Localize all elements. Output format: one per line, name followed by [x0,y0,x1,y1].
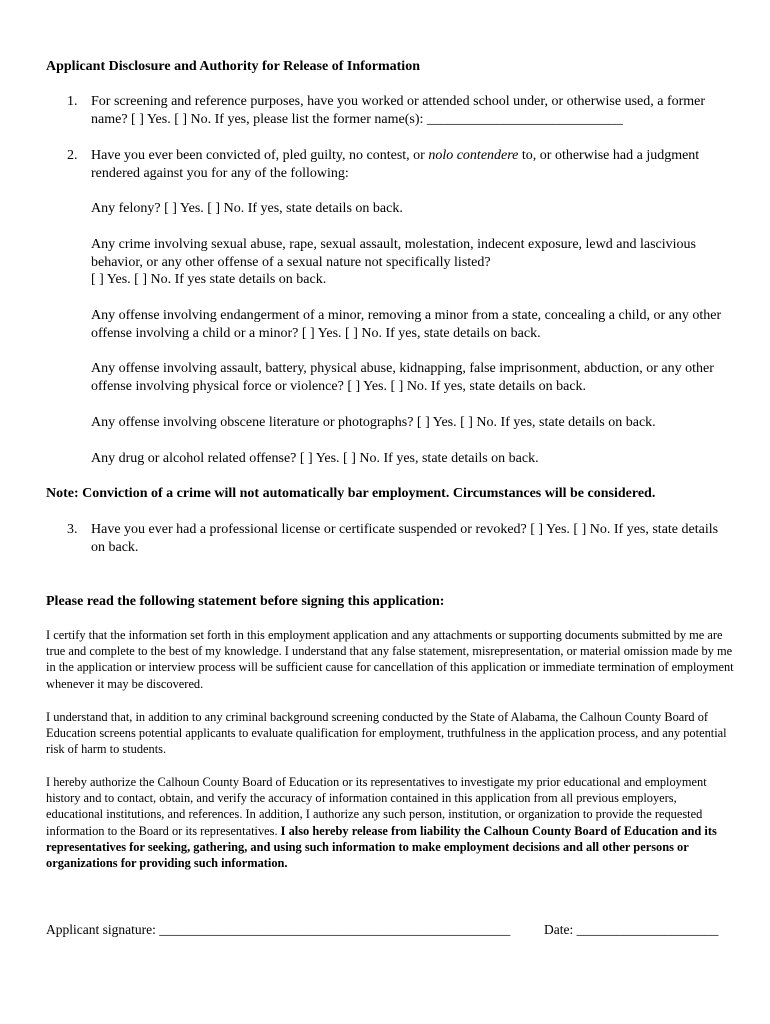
authorization-text: I hereby authorize the Calhoun County Board of Education or its representatives to investigate my prior educational and employment history and to contact, obtain, and verify the accuracy of information contained in this application from all previous employers, educational institutions, and references. In addition, I authorize any such person, institution, or organization to provide the requested information to the Board or its representatives. [46,775,707,838]
applicant-signature-field[interactable]: Applicant signature: ____________________________________________________ [46,922,511,937]
question-3 [67,521,727,557]
question-2-number: 2. [67,148,78,163]
question-2 [67,147,727,183]
sub-item-sexual-offense-answer: [ ] Yes. [ ] No. If yes state details on back. [91,272,327,287]
question-3-number: 3. [67,522,78,537]
question-2-text-start: Have you ever been convicted of, pled guilty, no contest, or [91,148,429,163]
sub-item-sexual-offense: Any crime involving sexual abuse, rape, sexual assault, molestation, indecent exposure, lewd and lascivious behavior, or any other offense of a sexual nature not specifically listed? [91,237,696,270]
liability-release-text: I also hereby release from liability the Calhoun County Board of Education and its representatives for seeking, gathering, and using such information to make employment decisions and all other persons or organizations for providing such information. [46,823,717,871]
question-3-text: Have you ever had a professional license or certificate suspended or revoked? [ ] Yes. [ ] No. If yes, state details on back. [91,522,719,555]
sub-item-drug-offense: Any drug or alcohol related offense? [ ] Yes. [ ] No. If yes, state details on back. [91,451,539,466]
question-1-number: 1. [67,94,78,109]
form-title: Applicant Disclosure and Authority for Release of Information [46,59,420,74]
question-1-text: For screening and reference purposes, have you worked or attended school under, or otherwise used, a former name? [ ] Yes. [ ] No. If yes, please list the former name(s): ____________________________ [91,94,706,127]
sub-item-assault-offense: Any offense involving assault, battery, physical abuse, kidnapping, false imprisonment, abduction, or any other offense involving physical force or violence? [ ] Yes. [ ] No. If yes, state details on back. [91,361,714,394]
certification-paragraph: I certify that the information set forth in this employment application and any attachments or supporting documents submitted by me are true and complete to the best of my knowledge. I understand that any false statement, misrepresentation, or material omission made by me in the application or interview process will be sufficient cause for cancellation of this application or immediate termination of employment whenever it may be discovered. [46,628,734,691]
sub-item-obscene-offense: Any offense involving obscene literature or photographs? [ ] Yes. [ ] No. If yes, state details on back. [91,415,656,430]
conviction-note: Note: Conviction of a crime will not automatically bar employment. Circumstances will be considered. [46,486,656,501]
date-field[interactable]: Date: _____________________ [544,922,719,937]
question-1 [67,93,727,129]
question-2-text-italic: nolo contendere [428,148,519,163]
statement-heading: Please read the following statement before signing this application: [46,594,445,609]
sub-item-minor-offense: Any offense involving endangerment of a minor, removing a minor from a state, concealing a child, or any other offense involving a child or a minor? [ ] Yes. [ ] No. If yes, state details on back. [91,308,722,341]
question-2-text [91,147,727,183]
sub-item-felony: Any felony? [ ] Yes. [ ] No. If yes, state details on back. [91,201,403,216]
authorization-paragraph [46,774,736,871]
screening-paragraph: I understand that, in addition to any criminal background screening conducted by the State of Alabama, the Calhoun County Board of Education screens potential applicants to evaluate qualification for employment, truthfulness in the application process, and any potential risk of harm to students. [46,710,727,757]
question-2-text-end: to, or otherwise had a judgment rendered against you for any of the following: [91,148,700,181]
